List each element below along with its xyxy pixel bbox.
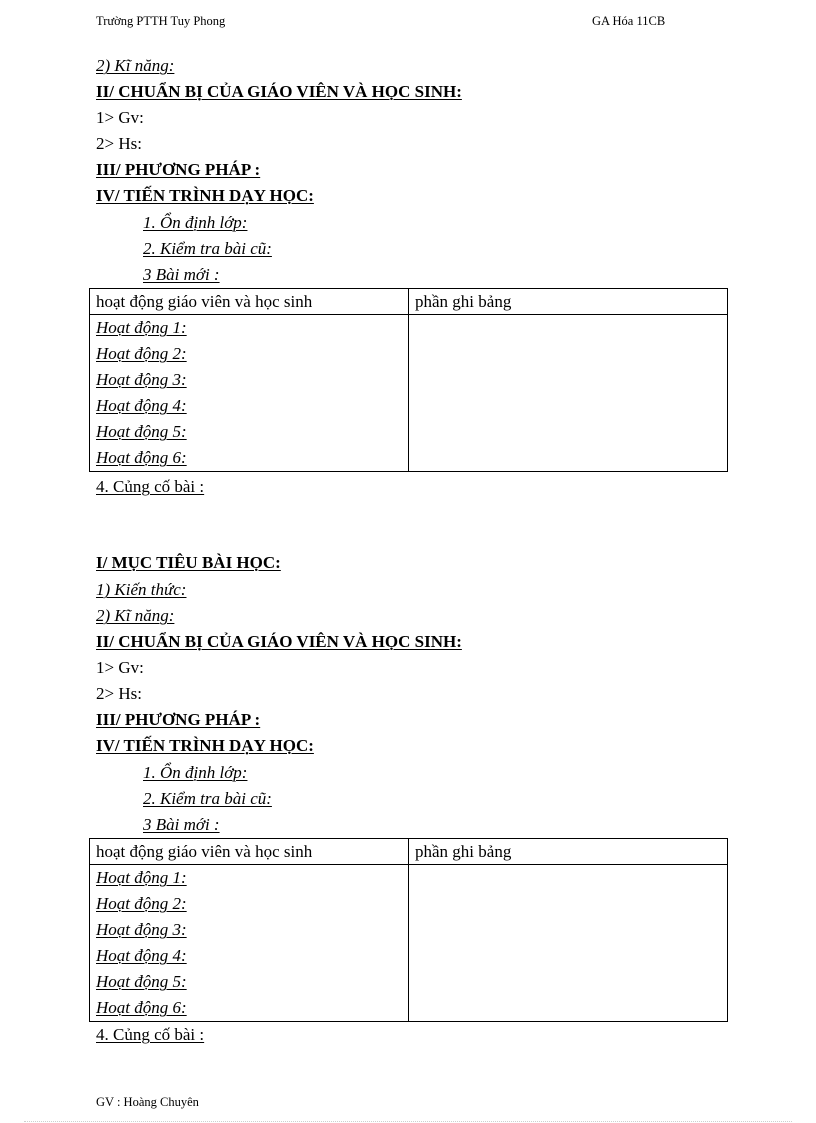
activity-item: Hoạt động 1: xyxy=(96,318,187,337)
activity-item: Hoạt động 4: xyxy=(96,946,187,965)
activity-list-cell xyxy=(90,865,409,1022)
page-bottom-divider xyxy=(24,1121,792,1122)
step-kiem-tra-bai-cu: 2. Kiểm tra bài cũ: xyxy=(143,239,272,258)
ki-nang-heading: 2) Kĩ năng: xyxy=(96,56,175,75)
footer-teacher: GV : Hoàng Chuyên xyxy=(96,1095,199,1109)
step-bai-moi: 3 Bài mới : xyxy=(143,265,220,284)
activity-item: Hoạt động 3: xyxy=(96,370,187,389)
activity-item: Hoạt động 2: xyxy=(96,894,187,913)
phuong-phap-heading: III/ PHƯƠNG PHÁP : xyxy=(96,160,261,179)
muc-tieu-heading: I/ MỤC TIÊU BÀI HỌC: xyxy=(96,553,281,572)
activity-item: Hoạt động 4: xyxy=(96,396,187,415)
chuan-bi-heading: II/ CHUẨN BỊ CỦA GIÁO VIÊN VÀ HỌC SINH: xyxy=(96,82,462,101)
activity-item: Hoạt động 5: xyxy=(96,972,187,991)
column-header-activities: hoạt động giáo viên và học sinh xyxy=(90,289,409,315)
kien-thuc-heading: 1) Kiến thức: xyxy=(96,580,187,599)
cung-co-heading: 4. Củng cố bài : xyxy=(96,477,205,496)
activity-item: Hoạt động 5: xyxy=(96,422,187,441)
column-header-activities: hoạt động giáo viên và học sinh xyxy=(90,839,409,865)
header-school: Trường PTTH Tuy Phong xyxy=(96,14,226,28)
activity-list-cell xyxy=(90,315,409,472)
ki-nang-heading: 2) Kĩ năng: xyxy=(96,606,175,625)
activity-item: Hoạt động 6: xyxy=(96,998,187,1017)
step-on-dinh-lop: 1. Ổn định lớp: xyxy=(143,213,248,232)
step-bai-moi: 3 Bài mới : xyxy=(143,815,220,834)
column-header-board-notes: phần ghi bảng xyxy=(409,289,728,315)
activity-item: Hoạt động 6: xyxy=(96,448,187,467)
tien-trinh-heading: IV/ TIẾN TRÌNH DẠY HỌC: xyxy=(96,736,314,755)
gv-line: 1> Gv: xyxy=(96,108,144,127)
step-kiem-tra-bai-cu: 2. Kiểm tra bài cũ: xyxy=(143,789,272,808)
activity-item: Hoạt động 2: xyxy=(96,344,187,363)
board-notes-cell xyxy=(409,315,728,472)
activity-item: Hoạt động 1: xyxy=(96,868,187,887)
activity-table xyxy=(89,288,728,472)
step-on-dinh-lop: 1. Ổn định lớp: xyxy=(143,763,248,782)
hs-line: 2> Hs: xyxy=(96,684,142,703)
hs-line: 2> Hs: xyxy=(96,134,142,153)
board-notes-cell xyxy=(409,865,728,1022)
header-course: GA Hóa 11CB xyxy=(592,14,666,28)
cung-co-heading: 4. Củng cố bài : xyxy=(96,1025,205,1044)
phuong-phap-heading: III/ PHƯƠNG PHÁP : xyxy=(96,710,261,729)
activity-item: Hoạt động 3: xyxy=(96,920,187,939)
gv-line: 1> Gv: xyxy=(96,658,144,677)
chuan-bi-heading: II/ CHUẨN BỊ CỦA GIÁO VIÊN VÀ HỌC SINH: xyxy=(96,632,462,651)
tien-trinh-heading: IV/ TIẾN TRÌNH DẠY HỌC: xyxy=(96,186,314,205)
activity-table xyxy=(89,838,728,1022)
column-header-board-notes: phần ghi bảng xyxy=(409,839,728,865)
